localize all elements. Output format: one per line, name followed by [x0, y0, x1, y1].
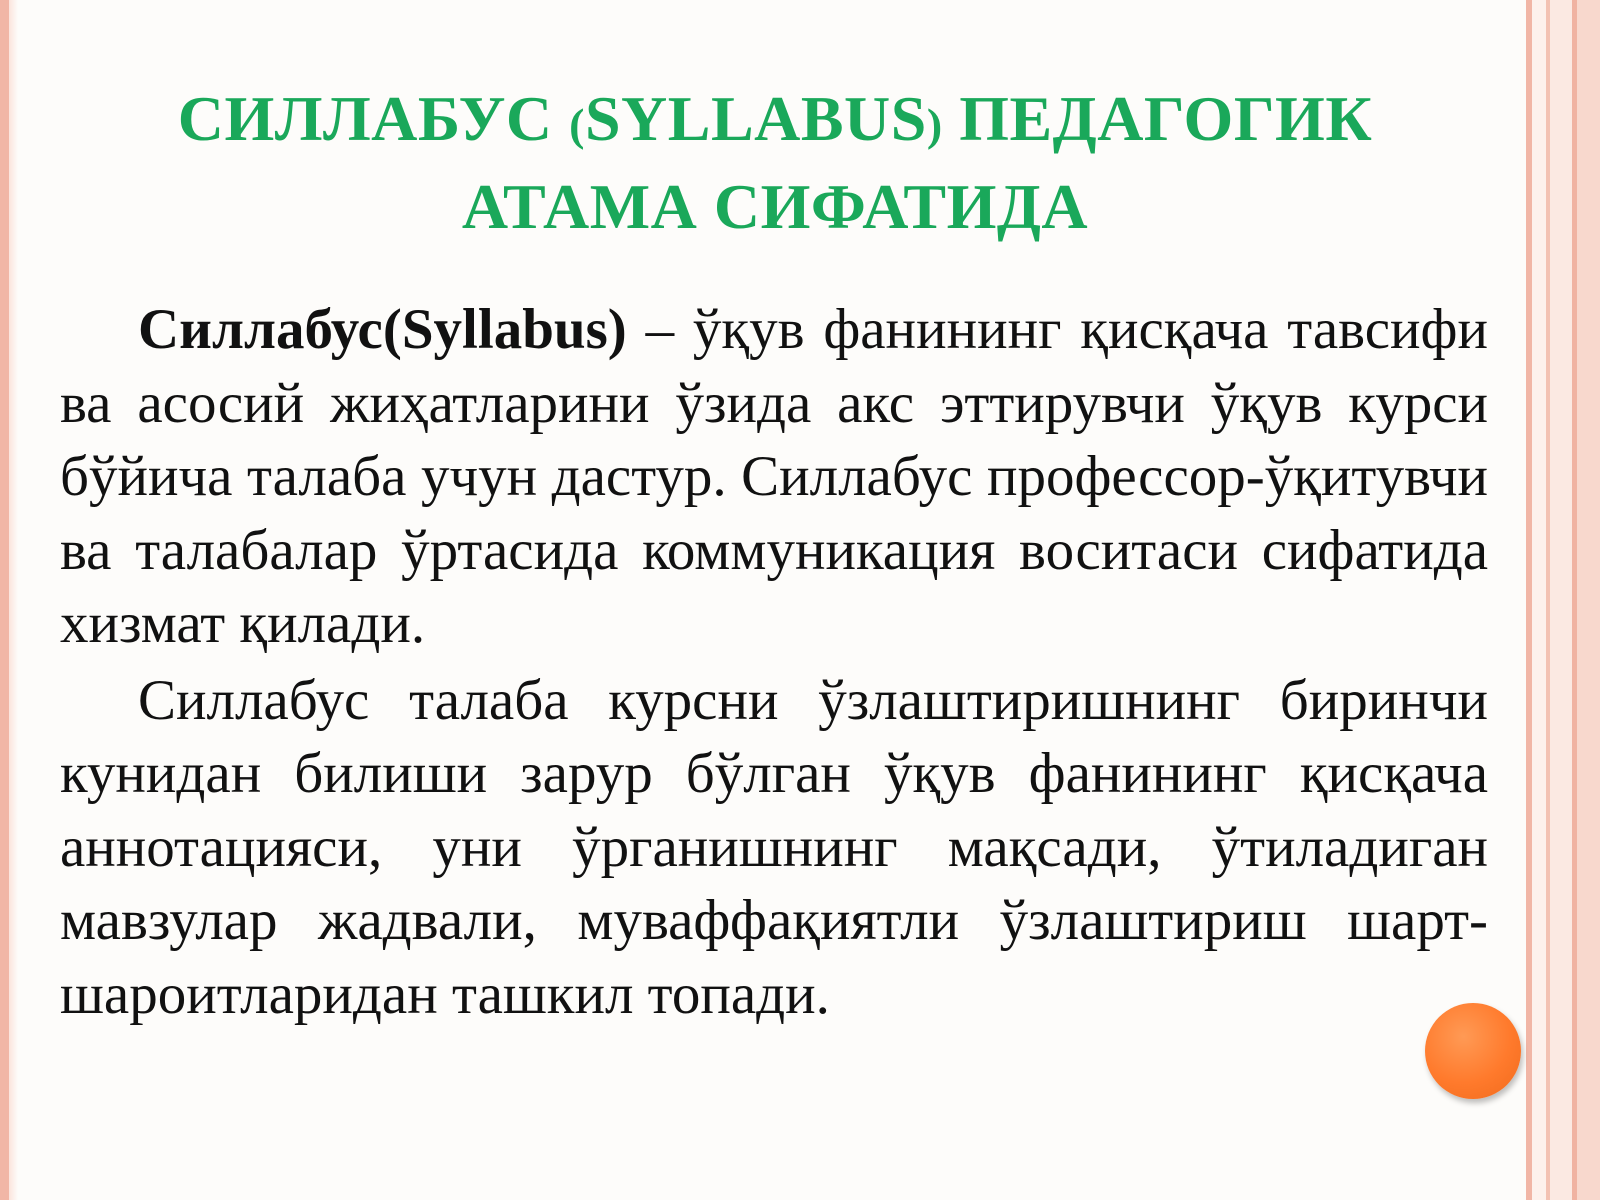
title-part-2: ПЕДАГОГИК АТАМА СИФАТИДА	[461, 83, 1373, 242]
right-border-stripes	[1522, 0, 1600, 1200]
orange-circle-decoration	[1425, 1003, 1521, 1099]
title-paren-open: (	[569, 99, 585, 150]
slide-title	[60, 78, 1490, 248]
paragraph-2: Силлабус талаба курсни ўзлаштиришнинг биринчи кунидан билиши зарур бўлган ўқув фанининг қисқача аннотацияси, уни ўрганишнинг мақсади, ўтиладиган мавзулар жадвали, муваффақиятли ўзлаштириш шарт-шароитларидан ташкил топади.	[60, 668, 1488, 1026]
left-border-stripe	[0, 0, 18, 1200]
paragraph-1-text: – ўқув фанининг қисқача тавсифи ва асосий жиҳатларини ўзида акс эттирувчи ўқув курси бўйича талаба учун дастур. Силлабус профессор-ўқитувчи ва талабалар ўртасида коммуникация воситаси сифатида хизмат қилади.	[60, 298, 1488, 655]
term-syllabus: Силлабус(Syllabus)	[138, 298, 627, 361]
paragraph-1	[60, 293, 1488, 661]
slide-body	[60, 293, 1488, 1034]
title-latin: SYLLABUS	[584, 83, 927, 154]
title-part-1: СИЛЛАБУС	[177, 83, 570, 154]
title-paren-close: )	[926, 99, 943, 150]
